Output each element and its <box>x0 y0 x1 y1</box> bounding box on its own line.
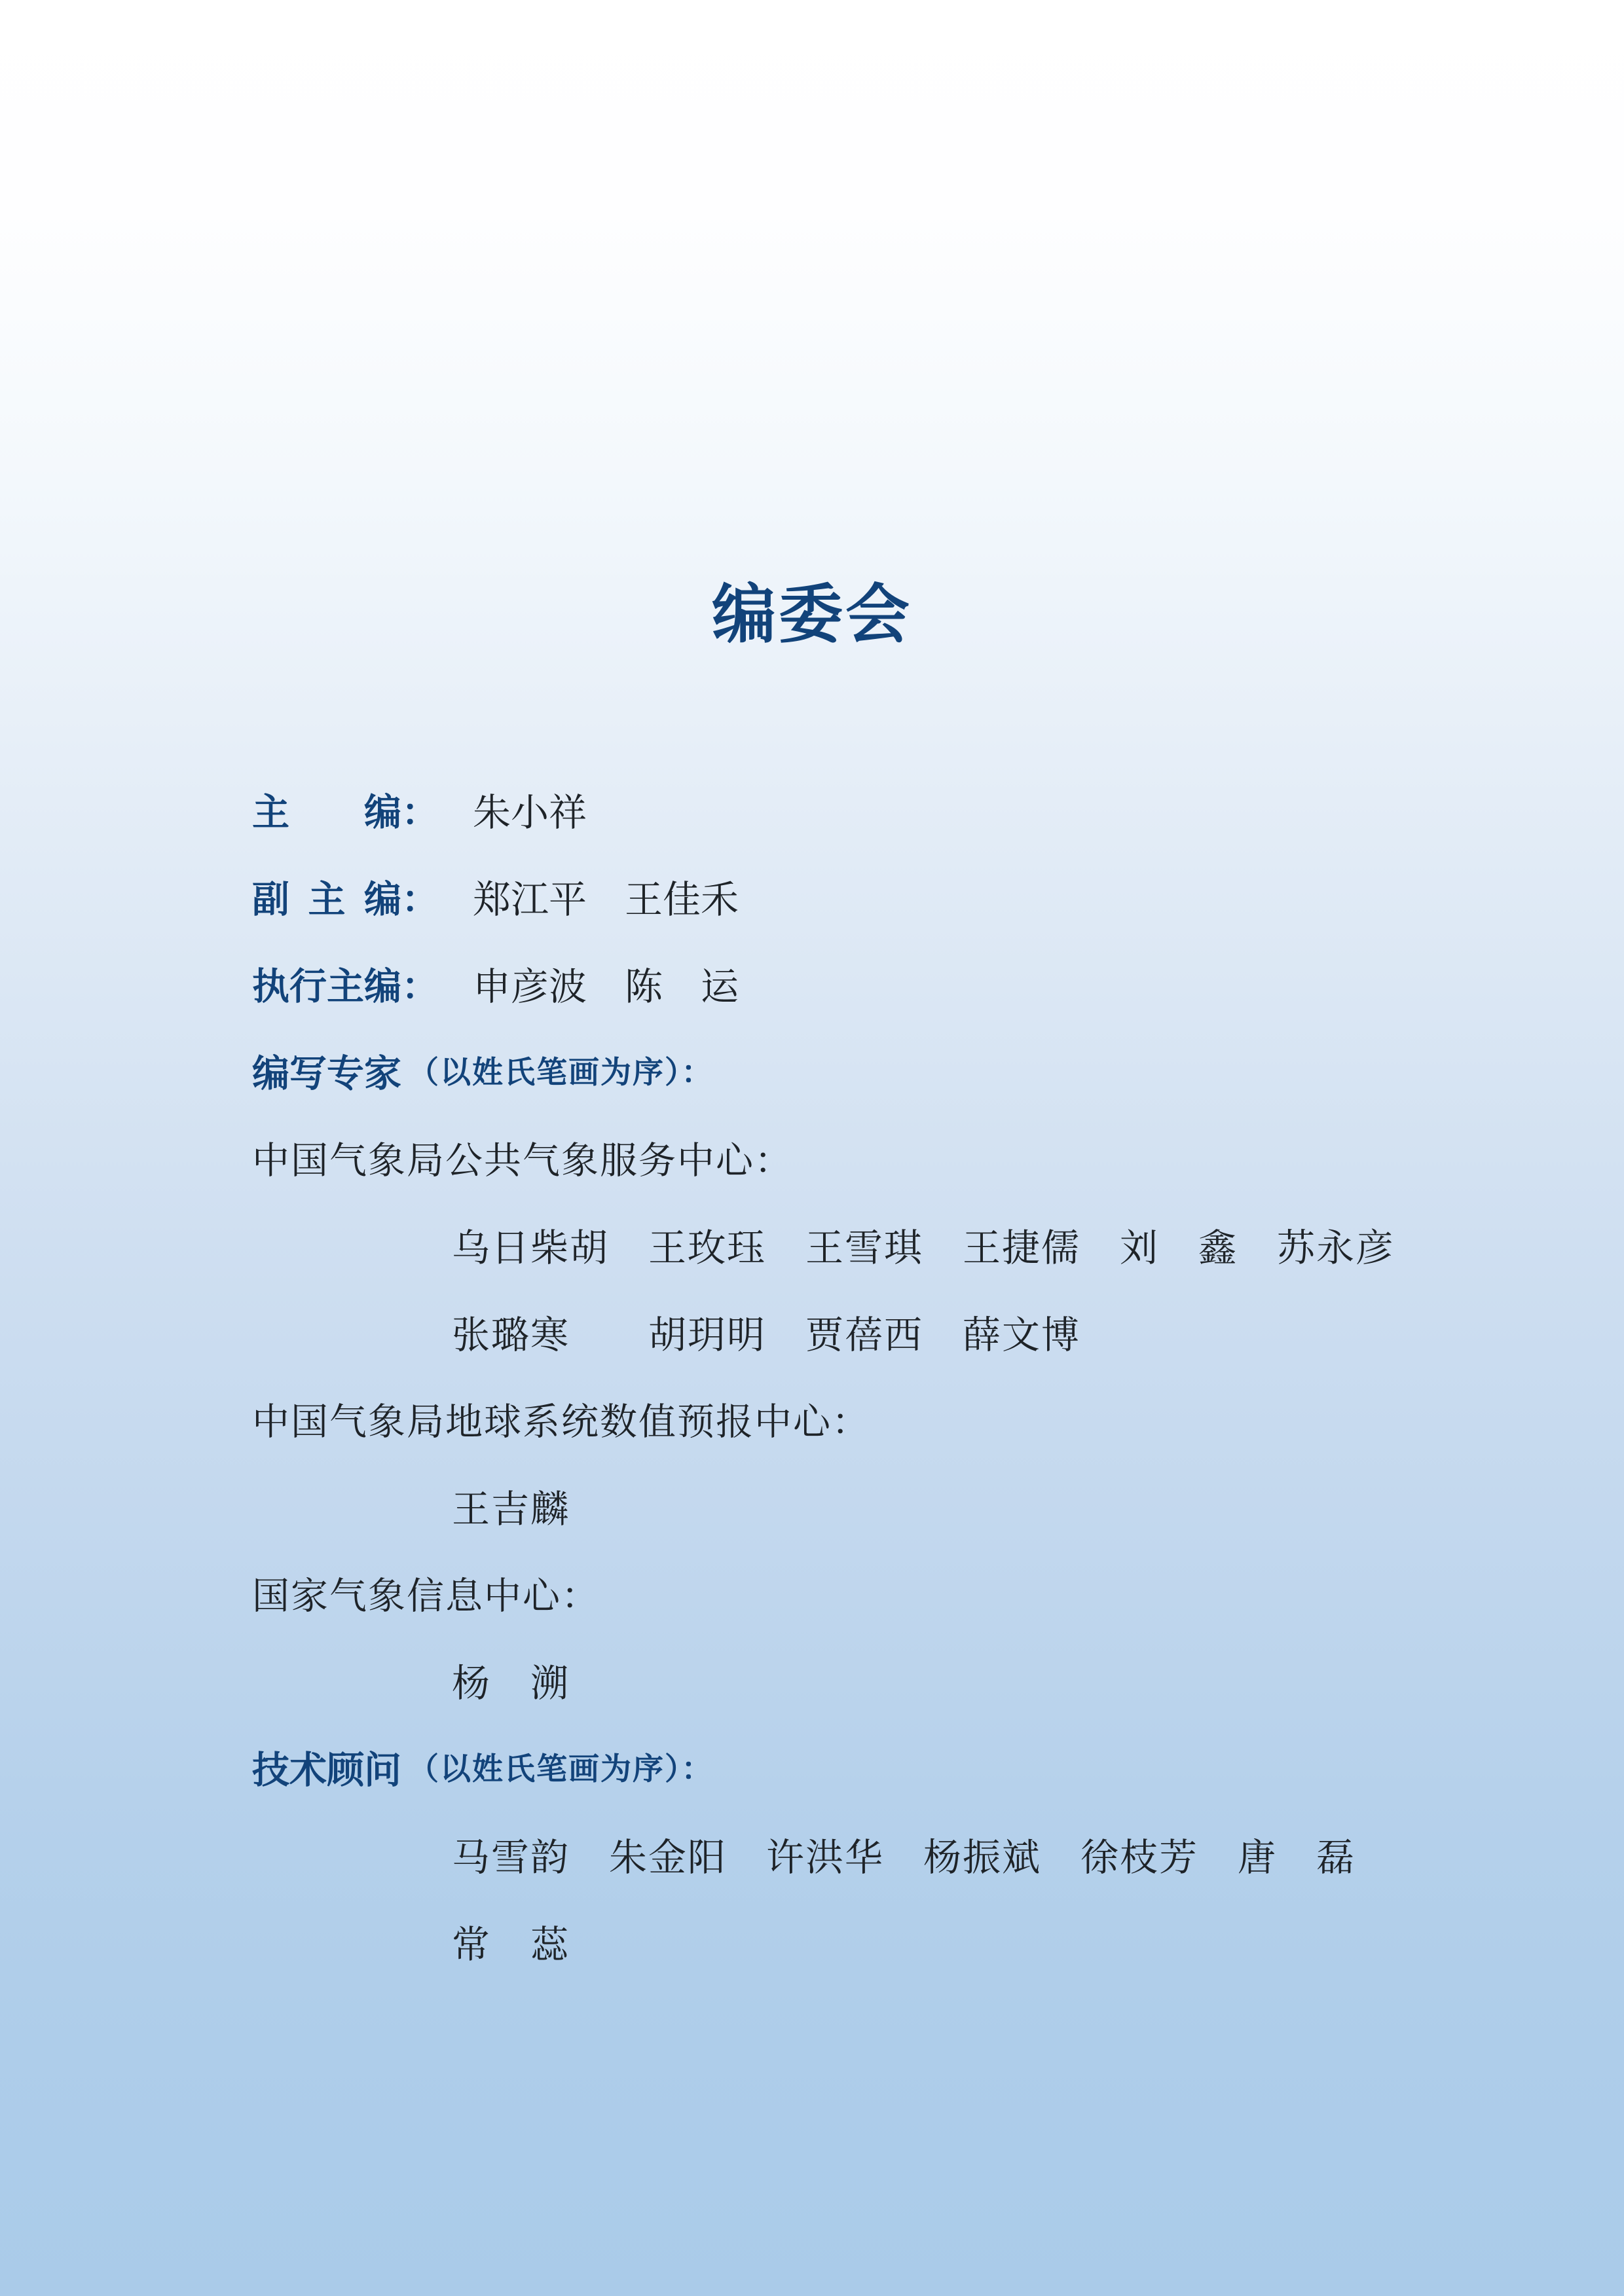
label-part: 执行主编： <box>252 965 439 1008</box>
names-text: 王吉麟 <box>452 1487 570 1531</box>
advisors-names-row-2 <box>252 1897 1526 1984</box>
org-public-meteorological-service-center <box>252 1114 1526 1201</box>
names-text: 乌日柴胡 王玫珏 王雪琪 王捷儒 刘 鑫 苏永彦 <box>452 1226 1395 1269</box>
advisors-names-row-1 <box>252 1810 1526 1897</box>
editorial-board-content <box>252 765 1526 1984</box>
experts-names-row-4 <box>252 1636 1526 1723</box>
names-text: 常 蕊 <box>452 1923 570 1966</box>
executive-editor-names: 申彦波 陈 运 <box>473 965 739 1008</box>
chief-editor-label <box>252 782 439 836</box>
names-text: 张璐寒 胡玥明 贾蓓西 薛文博 <box>452 1313 1081 1357</box>
deputy-chief-editor-names: 郑江平 王佳禾 <box>473 878 739 921</box>
label-part: 副 <box>252 878 289 920</box>
experts-names-row-1 <box>252 1201 1526 1288</box>
org-national-meteorological-information-center <box>252 1549 1526 1636</box>
org-name: 国家气象信息中心： <box>252 1575 600 1617</box>
deputy-chief-editor-line <box>252 852 1526 939</box>
names-text: 马雪韵 朱金阳 许洪华 杨振斌 徐枝芳 唐 磊 <box>452 1836 1356 1879</box>
technical-advisors-heading <box>252 1723 1526 1810</box>
technical-advisors-label: 技术顾问 <box>252 1749 401 1791</box>
writing-experts-label: 编写专家 <box>252 1052 401 1095</box>
label-part: 主 <box>252 791 289 833</box>
chief-editor-line <box>252 765 1526 852</box>
executive-editor-line <box>252 939 1526 1027</box>
executive-editor-label <box>252 957 439 1010</box>
org-name: 中国气象局地球系统数值预报中心： <box>252 1401 870 1443</box>
org-earth-system-numerical-prediction-center <box>252 1375 1526 1462</box>
experts-names-row-3 <box>252 1462 1526 1549</box>
page-title: 编委会 <box>711 580 912 651</box>
label-part: 编： <box>364 878 439 920</box>
label-part: 主 <box>308 878 346 920</box>
writing-experts-heading <box>252 1027 1526 1114</box>
names-text: 杨 溯 <box>452 1662 570 1705</box>
label-part: 编： <box>364 791 439 833</box>
org-name: 中国气象局公共气象服务中心： <box>252 1140 793 1182</box>
experts-names-row-2 <box>252 1288 1526 1375</box>
writing-experts-note: （以姓氏笔画为序）： <box>408 1055 714 1089</box>
deputy-chief-editor-label <box>252 869 439 923</box>
chief-editor-names: 朱小祥 <box>473 791 587 834</box>
technical-advisors-note: （以姓氏笔画为序）： <box>408 1751 714 1786</box>
